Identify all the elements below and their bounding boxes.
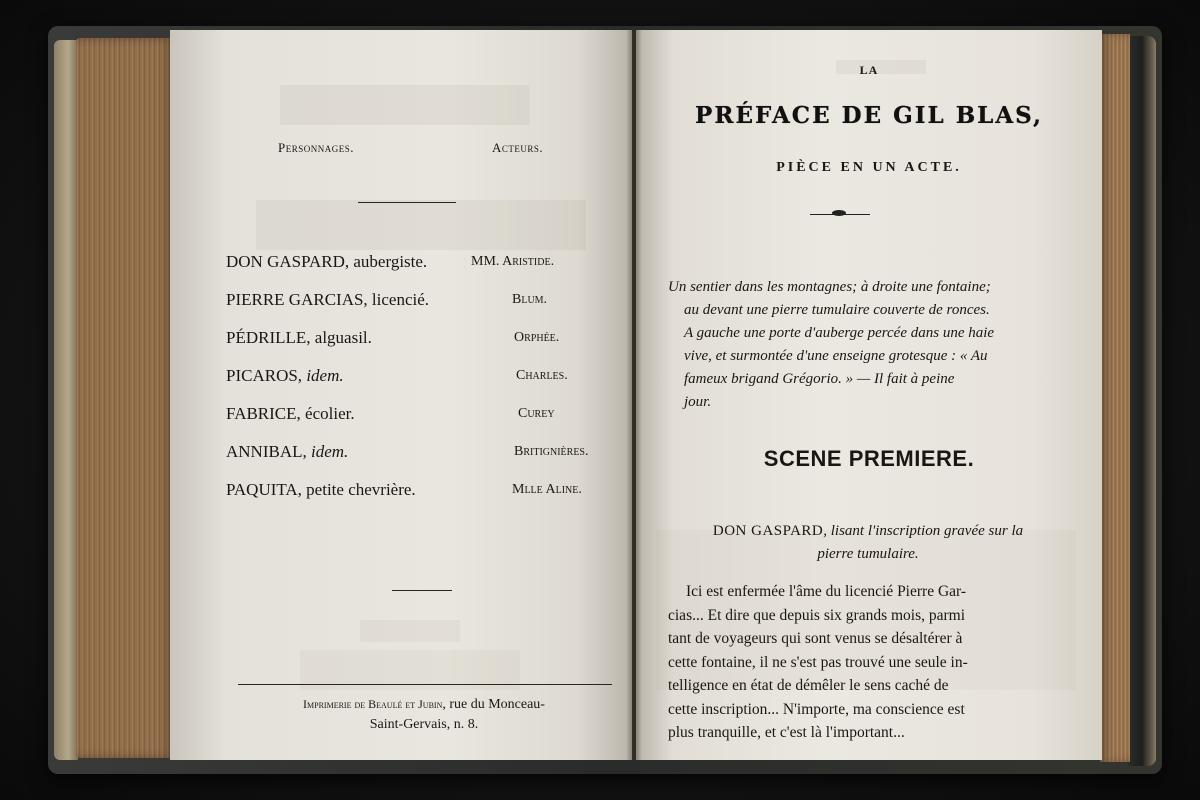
- cast-role-italic: idem.: [306, 366, 344, 385]
- show-through-heading: [256, 200, 586, 250]
- imprint-address: Saint-Gervais, n. 8.: [369, 717, 479, 732]
- right-page: [636, 30, 1102, 760]
- stage-line: A gauche une porte d'auberge percée dans une haie: [684, 325, 995, 341]
- stage-direction: [668, 276, 1058, 414]
- speaker-name: DON GASPARD: [712, 523, 824, 539]
- imprint: [230, 694, 618, 735]
- speech-line: telligence en état de démêler le sens caché de: [668, 677, 949, 694]
- cast-row: [226, 480, 626, 504]
- cast-role-italic: idem.: [311, 442, 349, 461]
- speech-line: Ici est enfermée l'âme du licencié Pierre Gar-: [686, 583, 967, 600]
- speech-line: cette inscription... N'importe, ma conscience est: [668, 700, 965, 718]
- header-personnages: Personnages.: [278, 140, 354, 155]
- stage-line: Un sentier dans les montagnes; à droite une fontaine;: [668, 279, 991, 295]
- speech-line: cias... Et dire que depuis six grands mois, parmi: [668, 606, 966, 624]
- stage-line: jour.: [684, 394, 712, 410]
- speech-line: cette fontaine, il ne s'est pas trouvé une seule in-: [668, 653, 968, 671]
- stage-line: au devant une pierre tumulaire couverte de ronces.: [684, 302, 990, 318]
- cast-actor: Blum.: [512, 292, 548, 307]
- imprint-printer: Imprimerie de Beaulé et Jubin: [303, 697, 443, 711]
- cast-role: PICAROS,: [226, 366, 307, 385]
- header-rule: [358, 202, 456, 203]
- speaker-heading: [668, 520, 1068, 566]
- cast-actor: Charles.: [516, 368, 568, 383]
- cast-actor: Britignières.: [514, 444, 589, 459]
- show-through-paris: [360, 620, 460, 642]
- cast-row: [226, 366, 626, 390]
- header-acteurs: Acteurs.: [492, 140, 544, 155]
- imprint-rule: [238, 684, 612, 685]
- speaker-direction: , lisant l'inscription gravée sur la: [823, 523, 1024, 539]
- fleuron-ornament-center: [832, 210, 846, 216]
- cast-actor: Curey: [518, 406, 555, 421]
- stage-line: fameux brigand Grégorio. » — Il fait à peine: [684, 371, 955, 387]
- page-subtitle: PIÈCE EN UN ACTE.: [776, 160, 962, 175]
- book-gutter: [626, 30, 642, 760]
- page-block-left: [76, 38, 176, 758]
- cast-role: PIERRE GARCIAS, licencié.: [226, 290, 430, 309]
- cast-actor: MM. Aristide.: [471, 254, 555, 269]
- scene-title: SCENE PREMIERE.: [763, 446, 975, 471]
- cast-row: [226, 442, 626, 466]
- cast-row: [226, 290, 626, 314]
- left-page: [170, 30, 632, 760]
- cast-role: DON GASPARD, aubergiste.: [226, 252, 428, 271]
- cast-role: ANNIBAL,: [226, 442, 311, 461]
- imprint-street: , rue du Monceau-: [442, 697, 545, 712]
- cover-edge-right: [1128, 36, 1156, 766]
- cover-edge-left: [54, 40, 78, 760]
- cast-actor: Mlle Aline.: [512, 482, 582, 497]
- speech-line: tant de voyageurs qui sont venus se désaltérer à: [668, 630, 963, 647]
- cast-role: PÉDRILLE, alguasil.: [226, 328, 372, 347]
- cast-actor: Orphée.: [514, 330, 560, 345]
- title-la: LA: [859, 63, 879, 77]
- show-through-title: [280, 85, 530, 125]
- cast-role: FABRICE, écolier.: [226, 404, 355, 423]
- page-block-right: [1100, 34, 1130, 762]
- stage-line: vive, et surmontée d'une enseigne grotesque : « Au: [684, 348, 988, 364]
- speaker-direction-cont: pierre tumulaire.: [817, 546, 919, 562]
- speech-text: [668, 580, 1058, 745]
- cast-row: [226, 404, 626, 428]
- footer-rule-short: [392, 590, 452, 591]
- cast-row: [226, 328, 626, 352]
- cast-row: [226, 252, 626, 276]
- page-title: PRÉFACE DE GIL BLAS,: [695, 102, 1043, 129]
- cast-role: PAQUITA, petite chevrière.: [226, 480, 416, 499]
- speech-line: plus tranquille, et c'est là l'important...: [668, 724, 905, 741]
